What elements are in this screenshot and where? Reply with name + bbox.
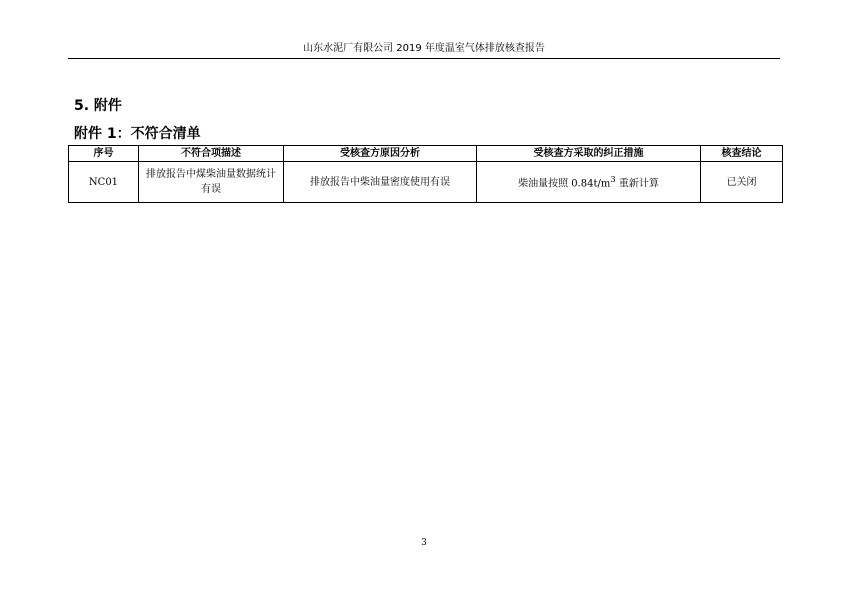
table-header-row xyxy=(69,146,783,162)
header-cell-conclusion: 核查结论 xyxy=(701,146,783,162)
nonconformity-table xyxy=(68,145,783,203)
header-cell-description: 不符合项描述 xyxy=(139,146,284,162)
header-divider xyxy=(68,58,780,59)
cell-conclusion: 已关闭 xyxy=(701,162,783,203)
page-header: 山东水泥厂有限公司 2019 年度温室气体排放核查报告 xyxy=(303,43,545,54)
appendix-title: 附件 1：不符合清单 xyxy=(74,126,201,142)
header-cell-cause: 受核查方原因分析 xyxy=(284,146,477,162)
header-cell-measure: 受核查方采取的纠正措施 xyxy=(477,146,701,162)
measure-superscript: 3 xyxy=(610,174,616,185)
measure-text-after: 重新计算 xyxy=(615,178,659,190)
cell-measure xyxy=(477,162,701,203)
table-row xyxy=(69,162,783,203)
page-number: 3 xyxy=(421,538,427,548)
cell-cause: 排放报告中柴油量密度使用有误 xyxy=(284,162,477,203)
cell-description: 排放报告中煤柴油量数据统计有误 xyxy=(139,162,284,203)
measure-text-before: 柴油量按照 0.84t/m xyxy=(518,178,611,190)
section-title: 5. 附件 xyxy=(74,98,122,114)
cell-id: NC01 xyxy=(69,162,139,203)
header-cell-index: 序号 xyxy=(69,146,139,162)
